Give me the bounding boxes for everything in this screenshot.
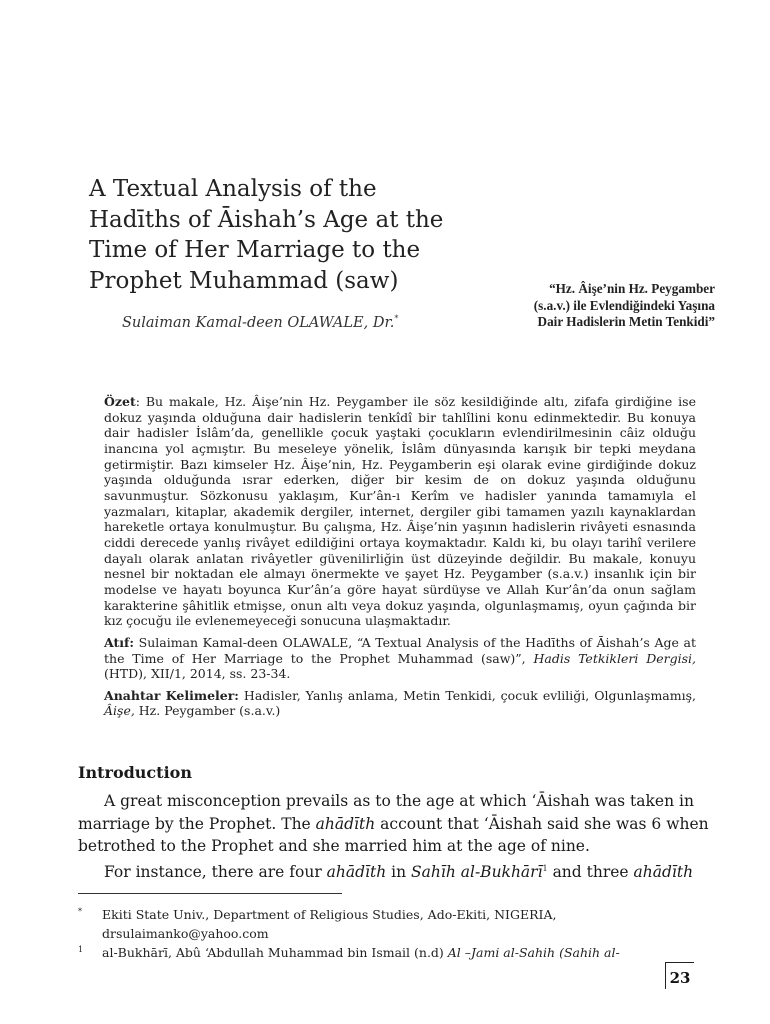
translated-title-line: (s.a.v.) ile Evlendiğindeki Yaşına (533, 297, 715, 313)
body-line: A great misconception prevails as to the age at which ‘Āishah was taken in (104, 792, 694, 810)
body-italic: ahādīth (326, 862, 387, 881)
footnote-email: drsulaimanko@yahoo.com (102, 926, 269, 941)
abstract-text: : Bu makale, Hz. Âişe’nin Hz. Peygamber ile söz kesildiğinde altı, zifafa girdiğine ise dokuz yaşında olduğuna dair hadislerin tenkîdî bir tahlîlini konu edinmektedir. Bu konuya dair hadisler İslâm’da, genellikle çocuk yaştaki çocukların evlendirilmesinin câiz olduğu inancına yol açmıştır. Bu meseleye yönelik, İslâm dünyasında karışık bir tepki meydana getirmiştir. Bazı kimseler Hz. Âişe’nin, Hz. Peygamberin eşi olarak evine girdiğinde dokuz yaşında olduğunda ısrar ederken, diğer bir kesim de on dokuz yaşında olduğunu savunmuştur. Sözkonusu yaklaşım, Kur’ân-ı Kerîm ve hadisler yanında tamamıyla el yazmaları, kitaplar, akademik dergiler, internet, dergiler gibi tamamen yazılı kaynaklardan hareketle ortaya konulmuştur. Bu çalışma, Hz. Âişe’nin yaşının hadislerin rivâyeti esnasında ciddi derecede yanlış rivâyet edildiğini ortaya koymaktadır. Kaldı ki, bu olayı tarihî verilere dayalı olarak anlatan rivâyetler güvenilirliğin üst düzeyinde değildir. Bu makale, konuyu nesnel bir noktadan ele almayı önermekte ve şayet Hz. Peygamber (s.a.v.) insanlık için bir modelse ve hayatı boyunca Kur’ân’a göre hayat sürdüyse ve Allah Kur’ân’da onun sağlam karakterine şâhitlik etmişse, onun altı veya dokuz yaşında, olgunlaşmamış, oyun çağında bir kız çocuğu ile evlenemeyeceği sonucuna ulaşmaktadır. (104, 394, 696, 629)
keywords-label: Anahtar Kelimeler: (104, 687, 239, 703)
body-text: marriage by the Prophet. The (78, 814, 316, 833)
footnote-text: Ekiti State Univ., Department of Religious Studies, Ado-Ekiti, NIGERIA, (102, 907, 557, 922)
footnote-text (102, 943, 698, 962)
keywords-text: Hadisler, Yanlış anlama, Metin Tenkidi, çocuk evliliği, Olgunlaşmamış, (238, 687, 697, 703)
keywords-italic: Âişe, (104, 703, 135, 719)
body-italic: ahādīth (315, 814, 376, 833)
translated-title-line: “Hz. Âişe’nin Hz. Peygamber (549, 281, 715, 296)
citation-label: Atıf: (104, 634, 134, 650)
citation-text-end: (HTD), XII/1, 2014, ss. 23-34. (104, 666, 291, 682)
body-italic: Sahīh al-Bukhārī (411, 862, 543, 881)
citation-paragraph (104, 635, 696, 682)
body-italic: ahādīth (633, 862, 694, 881)
section-heading: Introduction (78, 763, 192, 782)
body-text: in (386, 862, 412, 881)
body-line: betrothed to the Prophet and she married him at the age of nine. (78, 837, 590, 855)
keywords-text-end: Hz. Peygamber (s.a.v.) (134, 703, 281, 719)
title-line: Prophet Muhammad (saw) (89, 267, 399, 294)
body-text: and three (547, 862, 634, 881)
footnote-ref: 1 (542, 863, 548, 873)
translated-title-line: Dair Hadislerin Metin Tenkidi” (537, 314, 715, 329)
footnote-item (78, 943, 698, 962)
author-line (122, 314, 398, 331)
abstract-block (104, 394, 696, 725)
keywords-paragraph (104, 688, 696, 719)
footnote-italic: Al –Jami al-Sahih (Sahih al- (447, 945, 620, 960)
footnote-mark: 1 (78, 945, 84, 954)
abstract-paragraph (104, 394, 696, 629)
footnotes (78, 905, 698, 962)
footnote-mark: * (78, 907, 82, 916)
citation-text: Sulaiman Kamal-deen OLAWALE, “A Textual Analysis of the Hadīths of Āishah’s Age at the Time of Her Marriage to the Prophet Muhammad (saw)”, (104, 634, 696, 666)
body-line (78, 813, 709, 836)
abstract-label: Özet (104, 394, 136, 409)
translated-title (470, 281, 715, 331)
footnote-divider (78, 893, 342, 894)
page-number: 23 (665, 962, 694, 989)
body-text: For instance, there are four (104, 862, 327, 881)
body-text: account that ‘Āishah said she was 6 when (375, 814, 709, 833)
body-line (78, 858, 696, 884)
footnote-item (78, 905, 698, 943)
article-title (89, 174, 469, 296)
author-name: Sulaiman Kamal-deen OLAWALE, Dr. (122, 314, 395, 331)
title-line: Time of Her Marriage to the (89, 237, 421, 263)
footnote-text-part: al-Bukhārī, Abû ‘Abdullah Muhammad bin Ismail (n.d) (102, 945, 448, 960)
author-note-mark: * (394, 314, 399, 323)
title-line: Hadīths of Āishah’s Age at the (89, 206, 444, 233)
citation-journal: Hadis Tetkikleri Dergisi, (533, 650, 696, 666)
intro-body (78, 790, 709, 883)
title-line: A Textual Analysis of the (89, 176, 377, 202)
